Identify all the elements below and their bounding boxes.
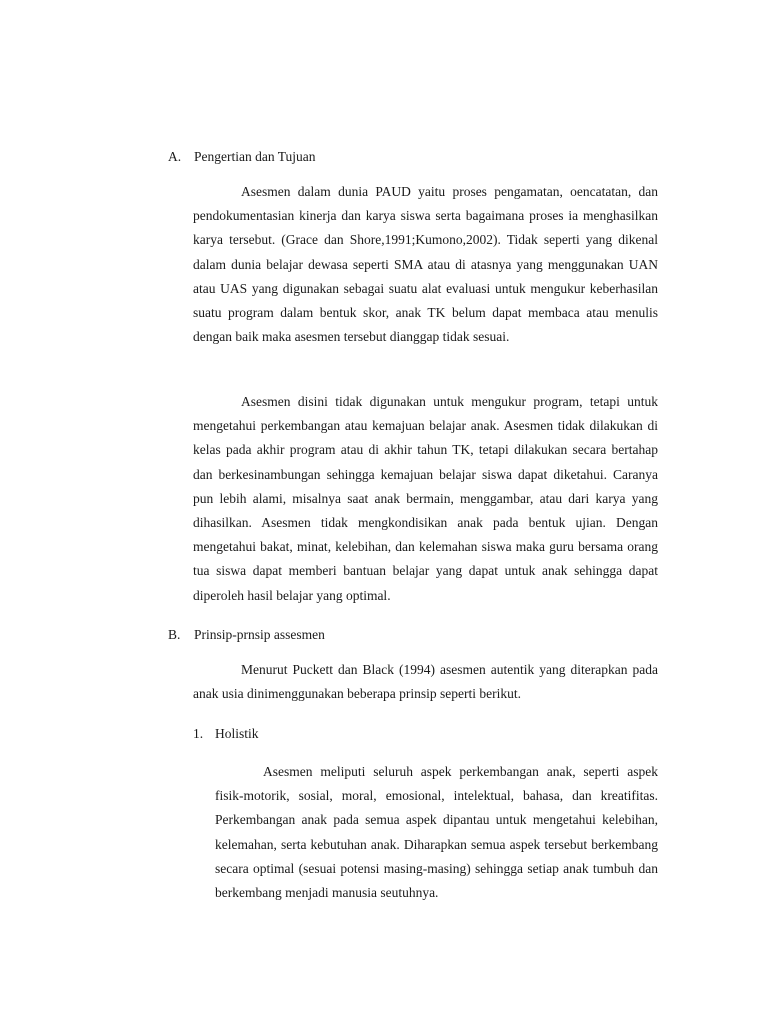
section-b-title: Prinsip-prnsip assesmen bbox=[194, 627, 325, 642]
subsection-1-title: Holistik bbox=[215, 726, 259, 741]
section-b-paragraph-1: Menurut Puckett dan Black (1994) asesmen autentik yang diterapkan pada anak usia dinimenggunakan beberapa prinsip seperti berikut. bbox=[193, 662, 658, 702]
section-b-label: B. bbox=[168, 627, 181, 642]
section-a-paragraph-1: Asesmen dalam dunia PAUD yaitu proses pengamatan, oencatatan, dan pendokumentasian kinerja dan karya siswa serta bagaimana proses ia menghasilkan karya tersebut. (Grace dan Shore,1991;Kumono,2002). Tidak seperti yang dikenal dalam dunia belajar dewasa seperti SMA atau di atasnya yang menggunakan UAN atau UAS yang digunakan sebagai suatu alat evaluasi untuk mengukur keberhasilan suatu program dalam bentuk skor, anak TK belum dapat membaca atau menulis dengan baik maka asesmen tersebut dianggap tidak sesuai. bbox=[193, 184, 658, 345]
subsection-1-label: 1. bbox=[193, 726, 204, 741]
section-a-paragraph-2: Asesmen disini tidak digunakan untuk mengukur program, tetapi untuk mengetahui perkembangan atau kemajuan belajar anak. Asesmen tidak dilakukan di kelas pada akhir program atau di akhir tahun TK, tetapi dilakukan secara bertahap dan berkesinambungan sehingga kemajuan belajar siswa dapat diketahui. Caranya pun lebih alami, misalnya saat anak bermain, menggambar, atau dari karya yang dihasilkan. Asesmen tidak mengkondisikan anak pada bentuk ujian. Dengan mengetahui bakat, minat, kelebihan, dan kelemahan siswa maka guru bersama orang tua siswa dapat memberi bantuan belajar yang dapat untuk anak sehingga dapat diperoleh hasil belajar yang optimal. bbox=[193, 394, 658, 603]
section-a-title: Pengertian dan Tujuan bbox=[194, 149, 316, 164]
section-a-label: A. bbox=[168, 149, 182, 164]
subsection-1-paragraph-1: Asesmen meliputi seluruh aspek perkembangan anak, seperti aspek fisik-motorik, sosial, moral, emosional, intelektual, bahasa, dan kreatifitas. Perkembangan anak pada semua aspek dipantau untuk mengetahui kelebihan, kelemahan, serta kebutuhan anak. Diharapkan semua aspek tersebut berkembang secara optimal (sesuai potensi masing-masing) sehingga setiap anak tumbuh dan berkembang menjadi manusia seutuhnya. bbox=[215, 764, 658, 901]
